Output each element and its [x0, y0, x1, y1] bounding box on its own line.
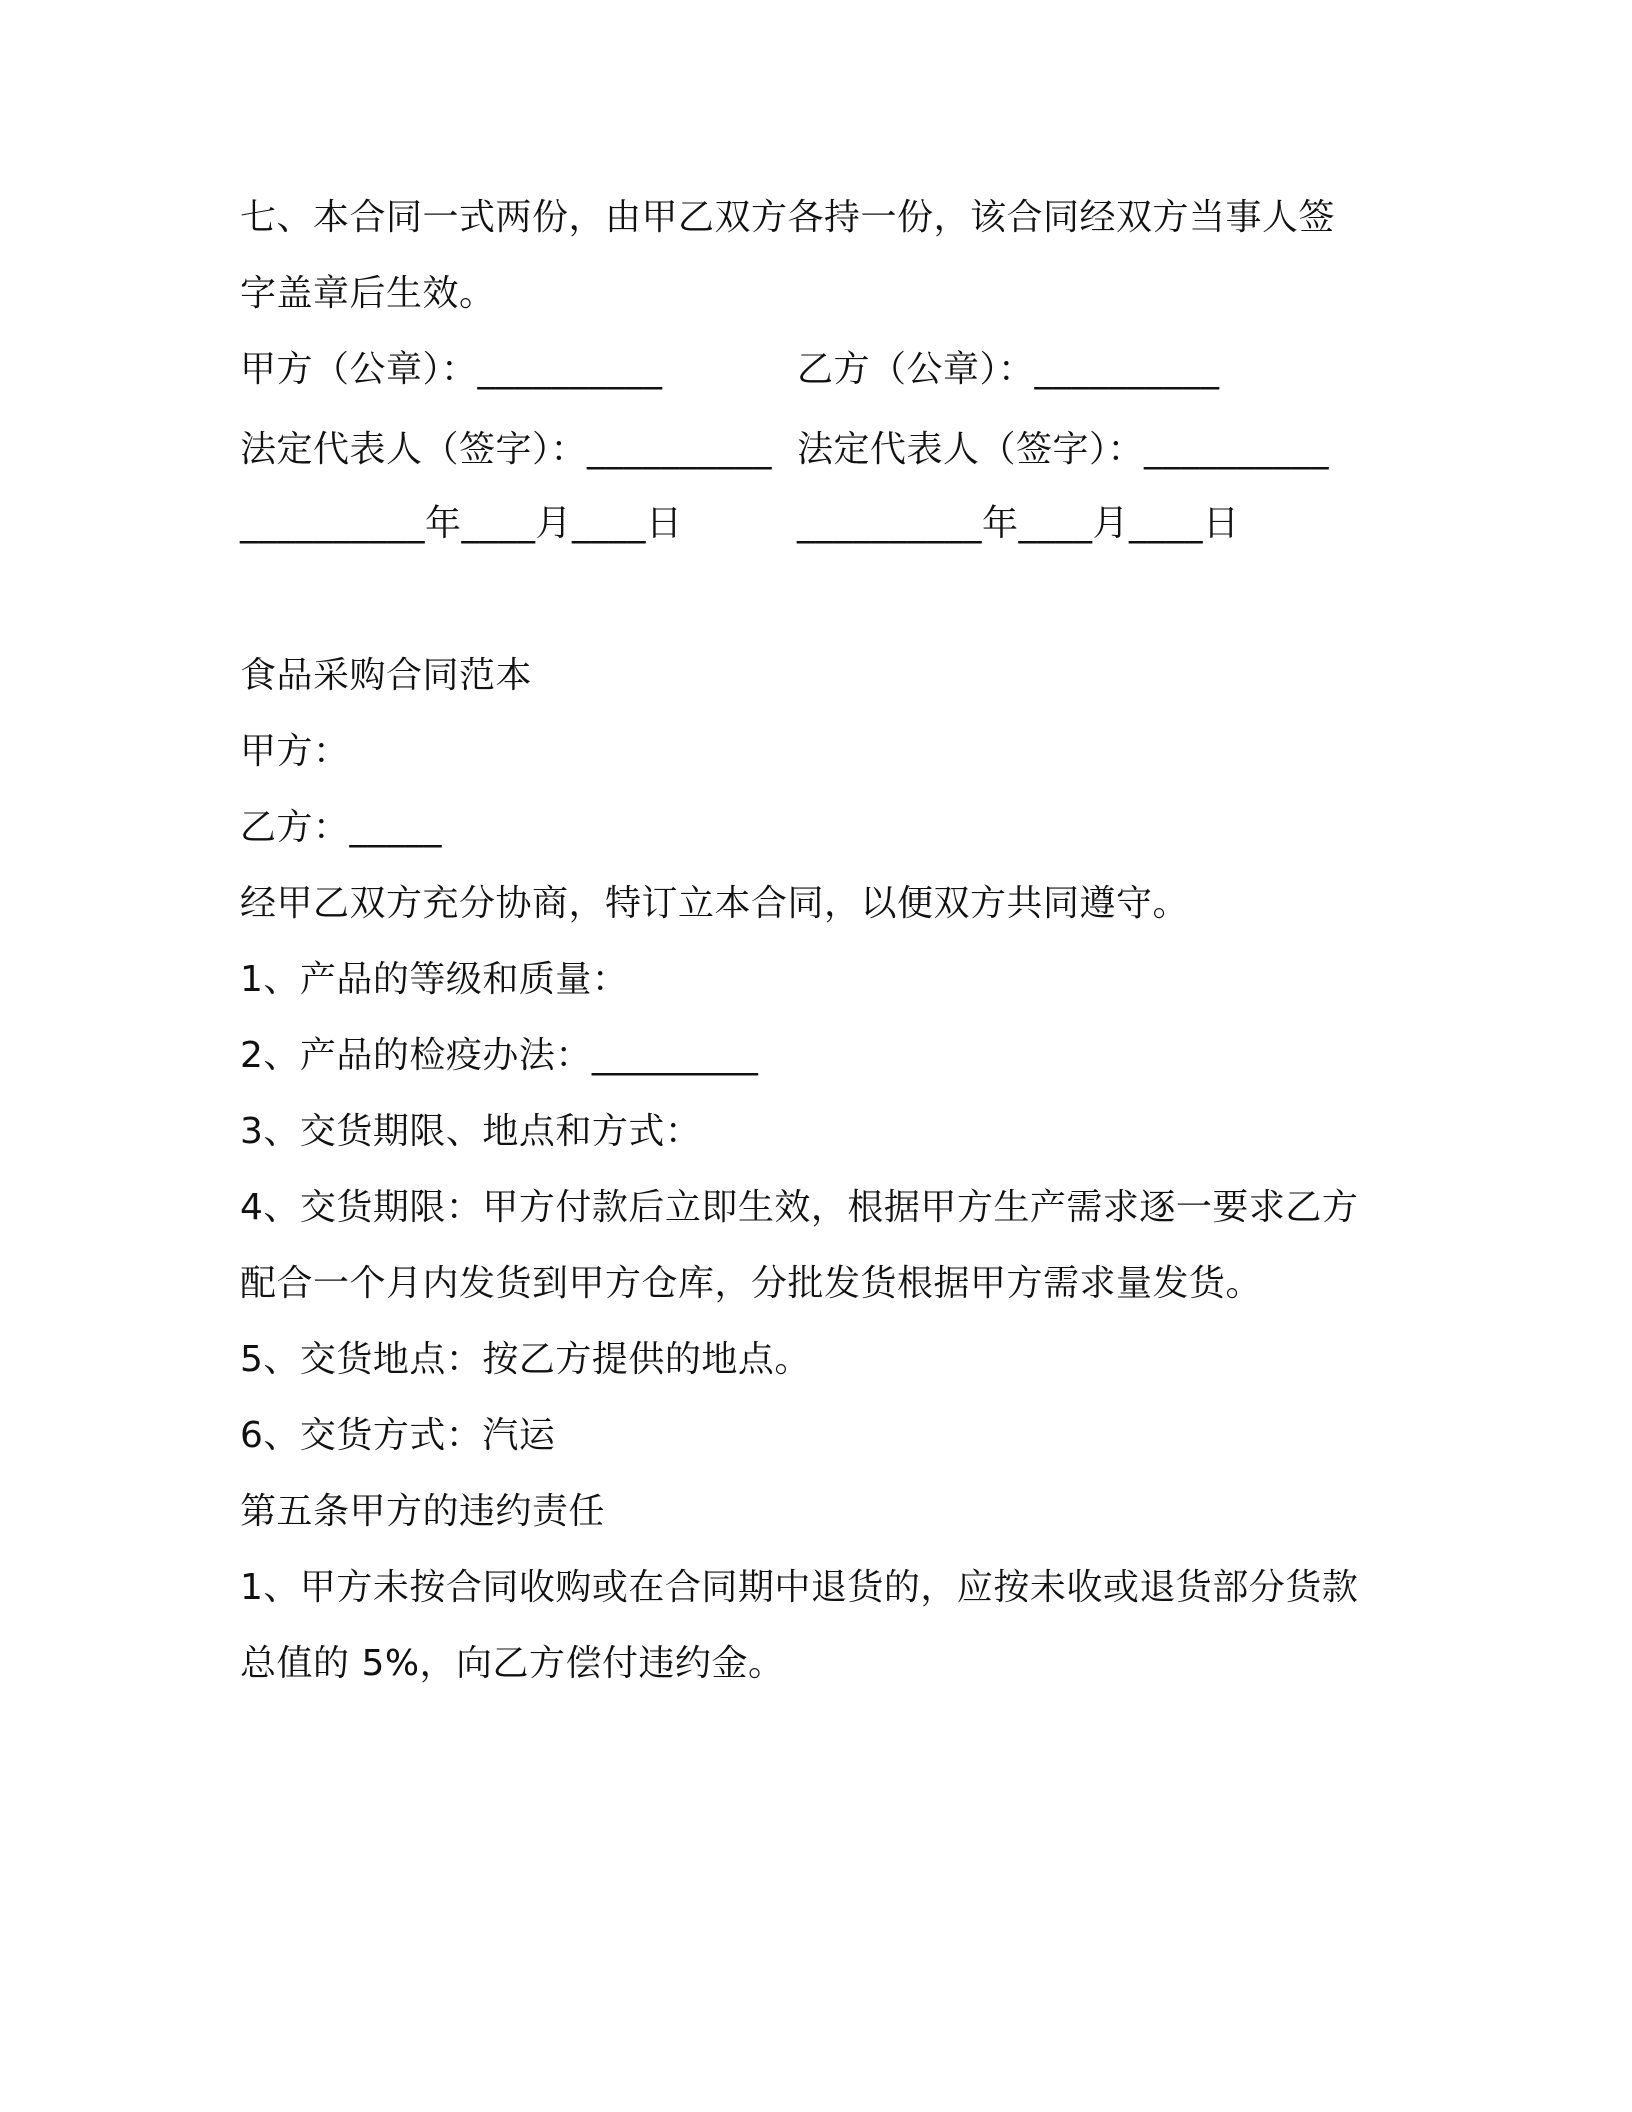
list-item: 配合一个月内发货到甲方仓库，分批发货根据甲方需求量发货。: [240, 1263, 1263, 1304]
party-a-date-field: __________年____月____日: [240, 503, 683, 544]
article-5-title: 第五条甲方的违约责任: [240, 1491, 606, 1532]
list-item: 2、产品的检疫办法：_________: [240, 1035, 759, 1076]
party-b-label: 乙方：_____: [240, 807, 443, 848]
article-5-item-1-line-2: 总值的 5%，向乙方偿付违约金。: [240, 1643, 785, 1684]
party-a-seal-field: 甲方（公章）：__________: [240, 349, 663, 390]
contract-title: 食品采购合同范本: [240, 655, 533, 696]
list-item: 5、交货地点：按乙方提供的地点。: [240, 1339, 811, 1380]
list-item: 4、交货期限：甲方付款后立即生效，根据甲方生产需求逐一要求乙方: [240, 1187, 1359, 1228]
party-b-representative-field: 法定代表人（签字）：__________: [797, 429, 1330, 470]
contract-intro: 经甲乙双方充分协商，特订立本合同，以便双方共同遵守。: [240, 883, 1190, 924]
party-b-seal-field: 乙方（公章）：__________: [797, 349, 1220, 390]
article-5-item-1-line-1: 1、甲方未按合同收购或在合同期中退货的，应按未收或退货部分货款: [240, 1567, 1359, 1608]
list-item: 6、交货方式：汽运: [240, 1415, 556, 1456]
list-item: 3、交货期限、地点和方式：: [240, 1111, 702, 1152]
party-a-label: 甲方：: [240, 731, 350, 772]
party-b-date-field: __________年____月____日: [797, 503, 1240, 544]
clause-7-line-2: 字盖章后生效。: [240, 273, 496, 314]
list-item: 1、产品的等级和质量：: [240, 959, 629, 1000]
party-a-representative-field: 法定代表人（签字）：__________: [240, 429, 773, 470]
clause-7-line-1: 七、本合同一式两份，由甲乙双方各持一份，该合同经双方当事人签: [240, 197, 1336, 238]
